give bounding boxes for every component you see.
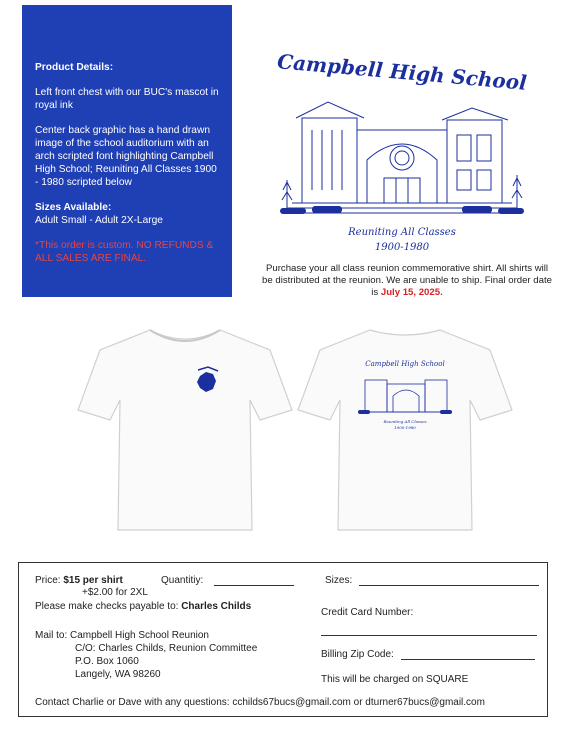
zip-line xyxy=(321,649,535,660)
price-line xyxy=(35,575,123,586)
purchase-info xyxy=(262,263,552,299)
zip-field[interactable] xyxy=(401,649,535,660)
contact-line: Contact Charlie or Dave with any questions: cchilds67bucs@gmail.com or dturner67bucs@gmail.com xyxy=(35,697,485,708)
shirt-front-image xyxy=(70,318,300,538)
square-note: This will be charged on SQUARE xyxy=(321,674,469,685)
checks-line xyxy=(35,601,251,612)
quantity-field[interactable] xyxy=(214,575,294,586)
mail-line1: Mail to: Campbell High School Reunion xyxy=(35,630,209,641)
back-shirt-subtitle2: 1900-1980 xyxy=(394,425,416,430)
school-title: Campbell High School xyxy=(276,49,528,95)
sizes-field[interactable] xyxy=(359,575,539,586)
price-value: $15 per shirt xyxy=(63,575,123,586)
no-refunds-notice: *This order is custom. NO REFUNDS & ALL SALES ARE FINAL. xyxy=(35,240,214,264)
surcharge-note: +$2.00 for 2XL xyxy=(82,587,148,598)
back-graphic-description: Center back graphic has a hand drawn image of the school auditorium with an arch scripted font highlighting Campbell High School; Reuniting All Classes 1900 - 1980 scripted below xyxy=(35,125,217,188)
product-details-panel xyxy=(22,5,232,297)
sizes-available-value: Adult Small - Adult 2X-Large xyxy=(35,215,163,226)
quantity-label: Quantitiy: xyxy=(161,575,204,586)
mail-line4: Langely, WA 98260 xyxy=(75,669,161,680)
zip-label: Billing Zip Code: xyxy=(321,649,394,660)
shirt-back-image xyxy=(290,318,520,538)
quantity-line xyxy=(161,575,294,586)
checks-payee: Charles Childs xyxy=(181,601,252,612)
price-label: Price: xyxy=(35,575,61,586)
reuniting-subtitle: Reuniting All Classes xyxy=(348,227,456,238)
back-shirt-title: Campbell High School xyxy=(365,360,445,368)
back-shirt-subtitle1: Reuniting All Classes xyxy=(383,419,427,424)
credit-card-label: Credit Card Number: xyxy=(321,607,414,618)
order-form xyxy=(18,562,548,717)
school-artwork xyxy=(262,49,542,260)
years-subtitle: 1900-1980 xyxy=(374,242,430,253)
final-order-date: July 15, 2025. xyxy=(380,287,443,298)
front-graphic-description: Left front chest with our BUC's mascot in royal ink xyxy=(35,87,219,111)
mail-line3: P.O. Box 1060 xyxy=(75,656,139,667)
credit-card-line-wrap xyxy=(321,623,537,636)
sizes-line xyxy=(325,575,539,586)
checks-label: Please make checks payable to: xyxy=(35,601,179,612)
auditorium-drawing xyxy=(272,90,532,225)
mail-line2: C/O: Charles Childs, Reunion Committee xyxy=(75,643,258,654)
credit-card-field[interactable] xyxy=(321,623,537,636)
purchase-text: Purchase your all class reunion commemorative shirt. All shirts will be distributed at the reunion. We are unable to ship. Final order date is xyxy=(262,263,552,298)
tshirt-front-icon xyxy=(70,318,300,538)
product-details-heading: Product Details: xyxy=(35,62,114,73)
sizes-available-label: Sizes Available: xyxy=(35,202,112,213)
sizes-label: Sizes: xyxy=(325,575,353,586)
